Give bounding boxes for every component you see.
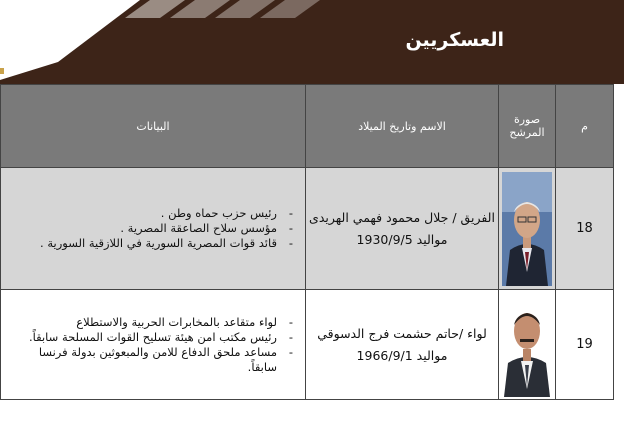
details-list	[7, 315, 295, 375]
header-photo: صورة المرشح	[499, 85, 556, 168]
corner-accent	[0, 68, 4, 74]
candidate-birth-date: مواليد 1930/9/5	[356, 231, 448, 247]
header-name: الاسم وتاريخ الميلاد	[306, 85, 499, 168]
detail-item: - قائد قوات المصرية السورية في اللازقية السورية .	[7, 236, 295, 251]
detail-item: - رئيس حزب حماه وطن .	[7, 206, 295, 221]
table-row	[1, 168, 614, 290]
detail-item: - مساعد ملحق الدفاع للامن والمبعوثين بدولة فرنسا سابقاً.	[7, 345, 295, 375]
candidate-details-cell	[1, 290, 306, 400]
title-banner	[0, 0, 624, 84]
details-list	[7, 206, 295, 251]
header-number: م	[556, 85, 614, 168]
detail-item: - لواء متقاعد بالمخابرات الحربية والاستطلاع	[7, 315, 295, 330]
page-title: العسكريين	[405, 29, 504, 51]
detail-item: - رئيس مكتب امن هيئة تسليح القوات المسلحة سابقاً.	[7, 330, 295, 345]
header-details: البيانات	[1, 85, 306, 168]
candidate-photo-cell	[499, 168, 556, 290]
table-row	[1, 290, 614, 400]
candidate-portrait-icon	[502, 293, 552, 397]
table-header-row	[1, 85, 614, 168]
candidate-name-cell	[306, 168, 499, 290]
row-number: 19	[556, 290, 614, 400]
candidate-photo-cell	[499, 290, 556, 400]
candidates-table	[0, 84, 614, 400]
candidate-details-cell	[1, 168, 306, 290]
candidate-name: لواء /حاتم حشمت فرج الدسوقي	[317, 325, 487, 341]
row-number: 18	[556, 168, 614, 290]
candidate-name: الفريق / جلال محمود فهمي الهريدى	[309, 209, 495, 225]
candidate-birth-date: مواليد 1966/9/1	[356, 347, 448, 363]
detail-item: - مؤسس سلاح الصاعقة المصرية .	[7, 221, 295, 236]
banner-background	[0, 0, 624, 84]
candidate-portrait-icon	[502, 172, 552, 286]
candidate-name-cell	[306, 290, 499, 400]
